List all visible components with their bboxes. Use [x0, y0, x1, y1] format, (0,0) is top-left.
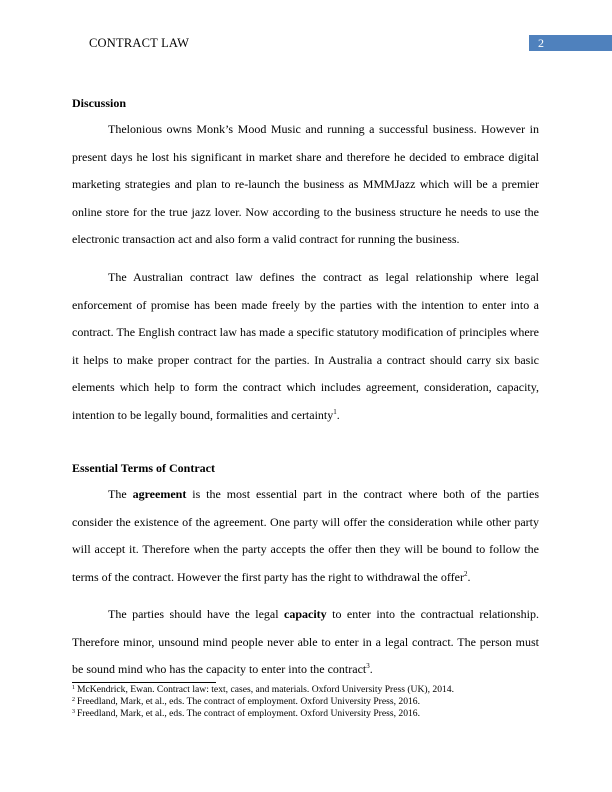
footnote-text: McKendrick, Ewan. Contract law: text, cases, and materials. Oxford University Press (UK), 2014. — [77, 684, 454, 695]
footnote-text: Freedland, Mark, et al., eds. The contract of employment. Oxford University Press, 2016. — [77, 708, 420, 719]
discussion-paragraph-1 — [72, 116, 539, 254]
agreement-paragraph-end: . — [467, 569, 471, 584]
footnotes — [72, 684, 542, 720]
essential-terms-heading: Essential Terms of Contract — [72, 461, 215, 475]
capacity-term: capacity — [284, 607, 327, 621]
discussion-paragraph-1-text: Thelonious owns Monk’s Mood Music and running a successful business. However in present days he lost his significant in market share and therefore he decided to embrace digital marketing strategies and plan to re-launch the business as MMMJazz which will be a premier online store for the true jazz lover. Now according to the business structure he needs to use the electronic transaction act and also form a valid contract for running the business. — [72, 122, 539, 247]
footnote-text: Freedland, Mark, et al., eds. The contract of employment. Oxford University Press, 2016. — [77, 696, 420, 707]
footnote — [72, 708, 542, 720]
footnote-ref-2[interactable]: 2 — [463, 569, 468, 578]
agreement-paragraph — [72, 481, 539, 591]
footnote-separator — [72, 682, 216, 683]
running-head: CONTRACT LAW — [89, 36, 190, 50]
footnote-number: 2 — [72, 697, 75, 703]
capacity-paragraph-text: to enter into the contractual relationship. Therefore minor, unsound mind people never able to enter in a legal contract. The person must be sound mind who has the capacity to enter into the contract — [72, 607, 540, 677]
discussion-paragraph-2-end: . — [336, 407, 340, 422]
footnote-ref-3[interactable]: 3 — [366, 662, 370, 671]
footnote-number: 1 — [72, 685, 75, 691]
footnote — [72, 684, 542, 696]
footnote-ref-1[interactable]: 1 — [333, 407, 337, 416]
capacity-paragraph-end: . — [369, 662, 373, 677]
discussion-paragraph-2-text: The Australian contract law defines the contract as legal relationship where legal enforcement of promise has been made freely by the parties with the intention to enter into a contract. The English contract law has made a specific statutory modification of principles where it helps to make proper contract for the parties. In Australia a contract should carry six basic elements which help to form the contract which includes agreement, consideration, capacity, intention to be legally bound, formalities and certainty — [72, 270, 539, 422]
discussion-paragraph-2 — [72, 264, 539, 430]
capacity-paragraph — [72, 601, 539, 684]
page-number: 2 — [529, 35, 612, 51]
agreement-paragraph-text: is the most essential part in the contract where both of the parties consider the existence of the agreement. One party will offer the consideration while other party will accept it. Therefore when the party accepts the offer then they will be bound to follow the terms of the contract. However the first party has the right to withdrawal the offer — [72, 487, 540, 584]
agreement-term: agreement — [132, 487, 187, 501]
footnote-number: 3 — [72, 709, 75, 715]
agreement-paragraph-start: The — [108, 487, 133, 501]
discussion-heading: Discussion — [72, 96, 127, 110]
footnote — [72, 696, 542, 708]
capacity-paragraph-start: The parties should have the legal — [108, 607, 285, 621]
